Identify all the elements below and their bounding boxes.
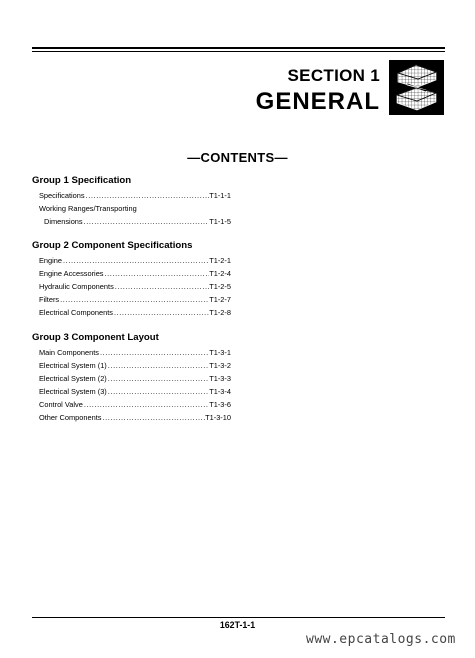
dot-leader — [108, 359, 209, 372]
toc-entry[interactable] — [32, 372, 231, 385]
dot-leader — [108, 385, 209, 398]
toc-entry[interactable] — [32, 267, 231, 280]
toc-entry[interactable] — [32, 280, 231, 293]
toc-entry-page: T1-3-2 — [209, 361, 231, 371]
toc-entry-label: Hydraulic Components — [39, 282, 114, 292]
toc-group-2 — [32, 239, 292, 319]
toc-entry-page: T1-1-5 — [209, 217, 231, 227]
toc-entry-page: T1-3-6 — [209, 400, 231, 410]
header-rule-thick — [32, 47, 445, 49]
toc-entry[interactable] — [32, 254, 231, 267]
toc-entry[interactable] — [32, 385, 231, 398]
dot-leader — [100, 346, 209, 359]
toc-entry-page: T1-3-1 — [209, 348, 231, 357]
contents-heading: —CONTENTS— — [187, 150, 288, 165]
toc-entry-page: T1-3-4 — [209, 387, 231, 397]
toc-entry-page: T1-3-3 — [209, 374, 231, 384]
dot-leader — [63, 254, 209, 267]
dot-leader — [60, 293, 209, 306]
toc-entry-page: T1-2-4 — [209, 269, 231, 279]
footer-rule — [32, 617, 445, 618]
toc-entry[interactable] — [32, 398, 231, 411]
dot-leader — [102, 411, 205, 424]
toc-entry-page: T1-2-8 — [209, 308, 231, 318]
toc-entry-label-cont: Dimensions — [44, 217, 83, 227]
dot-leader — [86, 189, 210, 202]
header-rule-thin — [32, 51, 445, 52]
dot-leader — [105, 267, 210, 280]
toc-entry-label: Engine Accessories — [39, 269, 104, 279]
toc-entry-label: Electrical System (1) — [39, 361, 107, 371]
toc-entry-label: Electrical Components — [39, 308, 113, 318]
toc-group-3 — [32, 331, 292, 425]
toc-entry-page: T1-3-10 — [205, 413, 231, 423]
toc-entry-label: Specifications — [39, 191, 85, 200]
toc-entry-continuation[interactable] — [32, 215, 231, 228]
toc-entry[interactable] — [32, 202, 231, 215]
group-title: Group 2 Component Specifications — [32, 240, 193, 251]
toc-entry-page: T1-1-1 — [209, 191, 231, 200]
toc-entry[interactable] — [32, 293, 231, 306]
footer-page-number: 162T-1-1 — [219, 620, 256, 630]
toc-entry[interactable] — [32, 411, 231, 424]
dot-leader — [84, 398, 209, 411]
toc-entry[interactable] — [32, 189, 231, 202]
watermark-url: www.epcatalogs.com — [306, 632, 456, 647]
toc-entry-page: T1-2-1 — [209, 256, 231, 265]
section-title: GENERAL — [255, 88, 380, 115]
group-title: Group 3 Component Layout — [32, 332, 159, 343]
dot-leader — [108, 372, 209, 385]
toc-entry-page: T1-2-5 — [209, 282, 231, 292]
section-s-cube-logo-icon — [389, 60, 444, 115]
toc-entry-label: Main Components — [39, 348, 99, 357]
toc-entry-page: T1-2-7 — [209, 295, 231, 305]
dot-leader — [115, 280, 209, 293]
toc-entry-label: Working Ranges/Transporting — [39, 204, 137, 214]
toc-entry-label: Control Valve — [39, 400, 83, 410]
toc-entry-label: Electrical System (2) — [39, 374, 107, 384]
toc-entry-label: Filters — [39, 295, 60, 305]
toc-entry-label: Engine — [39, 256, 63, 265]
section-number: SECTION 1 — [287, 66, 380, 85]
dot-leader — [84, 215, 210, 228]
toc-entry[interactable] — [32, 306, 231, 319]
dot-leader — [114, 306, 209, 319]
toc-entry-label: Other Components — [39, 413, 102, 423]
toc-entry[interactable] — [32, 346, 231, 359]
toc-group-1 — [32, 174, 292, 228]
toc-entry[interactable] — [32, 359, 231, 372]
group-title: Group 1 Specification — [32, 175, 132, 186]
toc-entry-label: Electrical System (3) — [39, 387, 107, 397]
